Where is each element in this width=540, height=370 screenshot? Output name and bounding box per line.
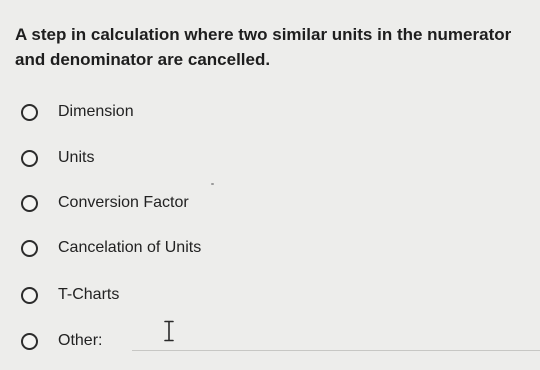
radio-button-t-charts[interactable] (21, 287, 38, 304)
i-beam-cursor-icon (164, 320, 174, 342)
radio-button-conversion-factor[interactable] (21, 195, 38, 212)
option-label-cancelation-of-units: Cancelation of Units (58, 239, 202, 256)
option-label-conversion-factor: Conversion Factor (58, 194, 189, 211)
option-label-other: Other: (58, 332, 103, 349)
option-cancelation-of-units[interactable] (21, 235, 201, 261)
radio-button-cancelation-of-units[interactable] (21, 240, 38, 257)
option-conversion-factor[interactable] (21, 190, 189, 216)
option-t-charts[interactable] (21, 282, 119, 308)
radio-button-units[interactable] (21, 150, 38, 167)
option-label-dimension: Dimension (58, 103, 134, 120)
option-dimension[interactable] (21, 99, 134, 125)
radio-button-dimension[interactable] (21, 104, 38, 121)
other-text-input[interactable] (132, 350, 540, 351)
option-label-t-charts: T-Charts (58, 286, 120, 303)
option-label-units: Units (58, 149, 95, 166)
question-text: A step in calculation where two similar units in the numerator and denominator are cancelled. (15, 25, 512, 69)
dust-speck (211, 183, 214, 185)
option-units[interactable] (21, 145, 94, 171)
option-other[interactable] (21, 328, 102, 354)
radio-button-other[interactable] (21, 333, 38, 350)
